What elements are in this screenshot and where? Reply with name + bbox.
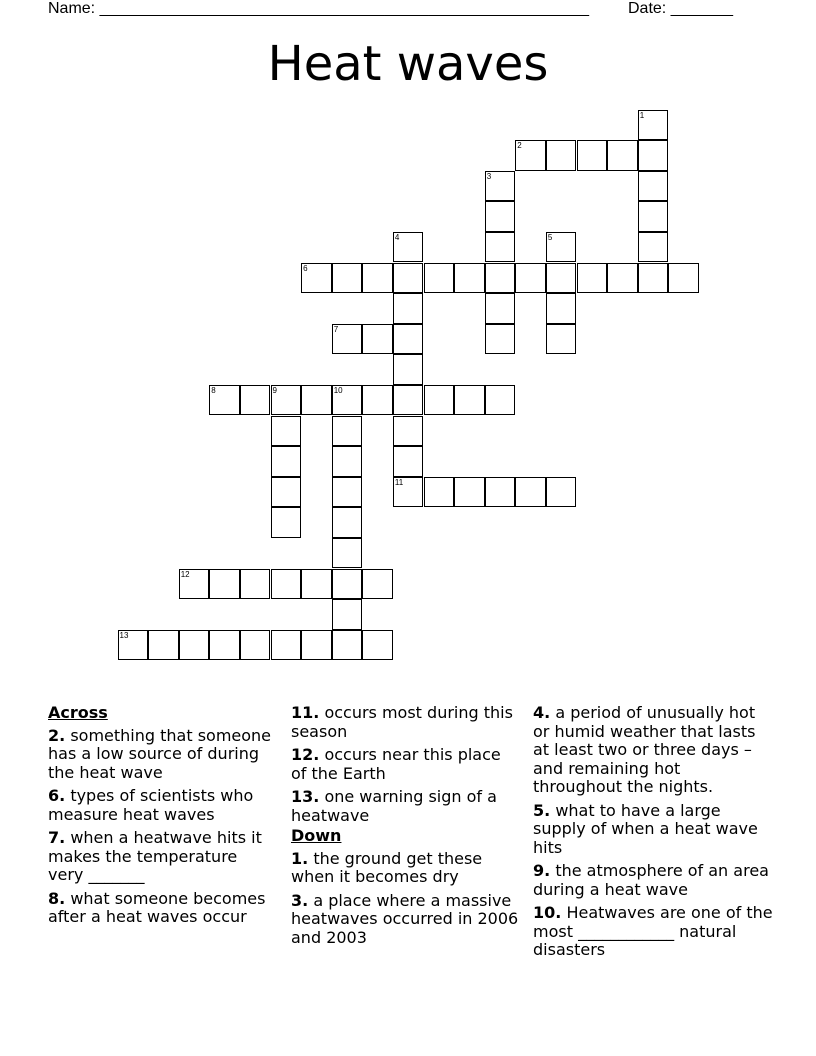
crossword-cell[interactable] — [332, 599, 363, 630]
clue-across-13: 13. one warning sign of a heatwave — [291, 787, 497, 825]
clue-across-2: 2. something that someone has a low source of during the heat wave — [48, 725, 272, 782]
crossword-cell[interactable] — [179, 569, 210, 600]
crossword-cell[interactable] — [546, 140, 577, 171]
crossword-cell[interactable] — [393, 416, 424, 447]
crossword-cell[interactable] — [332, 416, 363, 447]
crossword-cell[interactable] — [209, 630, 240, 661]
crossword-cell[interactable] — [577, 140, 608, 171]
crossword-cell[interactable] — [301, 385, 332, 416]
crossword-cell[interactable] — [240, 630, 271, 661]
crossword-cell[interactable] — [179, 630, 210, 661]
crossword-cell[interactable] — [546, 324, 577, 355]
crossword-cell[interactable] — [485, 385, 516, 416]
crossword-cell[interactable] — [393, 477, 424, 508]
crossword-cell[interactable] — [485, 201, 516, 232]
crossword-cell[interactable] — [638, 201, 669, 232]
crossword-cell[interactable] — [332, 569, 363, 600]
crossword-cell[interactable] — [362, 324, 393, 355]
clue-number: 11 — [394, 477, 404, 487]
crossword-cell[interactable] — [546, 477, 577, 508]
crossword-cell[interactable] — [240, 569, 271, 600]
crossword-cell[interactable] — [271, 507, 302, 538]
crossword-cell[interactable] — [332, 263, 363, 294]
crossword-cell[interactable] — [271, 385, 302, 416]
clue-number: 3 — [486, 171, 492, 181]
clue-number: 8 — [211, 385, 216, 395]
crossword-cell[interactable] — [393, 354, 424, 385]
clue-down-5: 5. what to have a large supply of when a heat wave hits — [533, 800, 758, 857]
crossword-cell[interactable] — [301, 263, 332, 294]
crossword-cell[interactable] — [546, 293, 577, 324]
name-field-label: Name: _______________________________________________________ — [48, 0, 589, 17]
clue-down-10: 10. Heatwaves are one of the most ____________ natural disasters — [533, 903, 773, 959]
crossword-cell[interactable] — [393, 293, 424, 324]
clue-column-2 — [291, 704, 521, 952]
crossword-cell[interactable] — [362, 569, 393, 600]
crossword-cell[interactable] — [668, 263, 699, 294]
crossword-cell[interactable] — [393, 324, 424, 355]
crossword-cell[interactable] — [301, 630, 332, 661]
clue-column-1 — [48, 704, 276, 932]
crossword-cell[interactable] — [209, 385, 240, 416]
across-heading: Across — [48, 703, 108, 722]
crossword-cell[interactable] — [362, 263, 393, 294]
clue-across-6: 6. types of scientists who measure heat waves — [48, 786, 254, 824]
crossword-cell[interactable] — [271, 477, 302, 508]
crossword-cell[interactable] — [148, 630, 179, 661]
crossword-cell[interactable] — [332, 630, 363, 661]
crossword-cell[interactable] — [424, 263, 455, 294]
clue-number: 13 — [119, 630, 129, 640]
crossword-cell[interactable] — [607, 263, 638, 294]
crossword-cell[interactable] — [485, 293, 516, 324]
crossword-cell[interactable] — [332, 324, 363, 355]
clue-across-8: 8. what someone becomes after a heat waves occur — [48, 888, 266, 926]
clue-down-3: 3. a place where a massive heatwaves occurred in 2006 and 2003 — [291, 890, 519, 947]
crossword-cell[interactable] — [485, 171, 516, 202]
crossword-cell[interactable] — [393, 446, 424, 477]
crossword-cell[interactable] — [638, 140, 669, 171]
crossword-cell[interactable] — [485, 263, 516, 294]
crossword-cell[interactable] — [271, 416, 302, 447]
crossword-cell[interactable] — [393, 263, 424, 294]
crossword-cell[interactable] — [332, 446, 363, 477]
crossword-cell[interactable] — [271, 630, 302, 661]
down-heading: Down — [291, 826, 342, 845]
date-field-label: Date: _______ — [628, 0, 733, 17]
clue-across-12: 12. occurs near this place of the Earth — [291, 745, 501, 783]
crossword-cell[interactable] — [515, 477, 546, 508]
crossword-cell[interactable] — [638, 171, 669, 202]
crossword-cell[interactable] — [362, 385, 393, 416]
clue-across-7: 7. when a heatwave hits it makes the temperature very _______ — [48, 828, 262, 884]
crossword-cell[interactable] — [638, 110, 669, 141]
clue-number: 9 — [272, 385, 277, 395]
crossword-cell[interactable] — [332, 507, 363, 538]
clue-down-1: 1. the ground get these when it becomes dry — [291, 848, 483, 886]
page-title: Heat waves — [267, 36, 549, 92]
clue-number: 2 — [517, 141, 522, 151]
crossword-cell[interactable] — [515, 263, 546, 294]
crossword-cell[interactable] — [301, 569, 332, 600]
crossword-cell[interactable] — [485, 324, 516, 355]
crossword-cell[interactable] — [393, 232, 424, 263]
clue-down-9: 9. the atmosphere of an area during a heat wave — [533, 861, 769, 899]
crossword-cell[interactable] — [638, 263, 669, 294]
crossword-cell[interactable] — [362, 630, 393, 661]
clue-number: 1 — [639, 110, 645, 120]
crossword-cell[interactable] — [577, 263, 608, 294]
clue-number: 6 — [303, 263, 308, 273]
clue-down-4: 4. a period of unusually hot or humid weather that lasts at least two or three days – and remaining hot throughout the nights. — [533, 703, 756, 796]
crossword-cell[interactable] — [271, 569, 302, 600]
clue-column-3 — [533, 704, 773, 965]
crossword-cell[interactable] — [118, 630, 149, 661]
crossword-cell[interactable] — [546, 232, 577, 263]
clue-number: 7 — [333, 324, 339, 334]
crossword-cell[interactable] — [240, 385, 271, 416]
crossword-cell[interactable] — [454, 477, 485, 508]
crossword-cell[interactable] — [271, 446, 302, 477]
crossword-cell[interactable] — [209, 569, 240, 600]
clue-number: 12 — [180, 569, 190, 579]
clue-across-11: 11. occurs most during this season — [291, 703, 513, 741]
crossword-cell[interactable] — [485, 232, 516, 263]
crossword-cell[interactable] — [638, 232, 669, 263]
crossword-cell[interactable] — [424, 477, 455, 508]
crossword-cell[interactable] — [332, 385, 363, 416]
clue-number: 4 — [394, 232, 400, 242]
clue-number: 5 — [547, 232, 553, 242]
crossword-cell[interactable] — [424, 385, 455, 416]
crossword-cell[interactable] — [607, 140, 638, 171]
crossword-cell[interactable] — [454, 263, 485, 294]
crossword-cell[interactable] — [454, 385, 485, 416]
crossword-cell[interactable] — [485, 477, 516, 508]
crossword-cell[interactable] — [332, 538, 363, 569]
crossword-cell[interactable] — [393, 385, 424, 416]
crossword-cell[interactable] — [332, 477, 363, 508]
crossword-cell[interactable] — [515, 140, 546, 171]
crossword-cell[interactable] — [546, 263, 577, 294]
clue-number: 10 — [333, 385, 343, 395]
